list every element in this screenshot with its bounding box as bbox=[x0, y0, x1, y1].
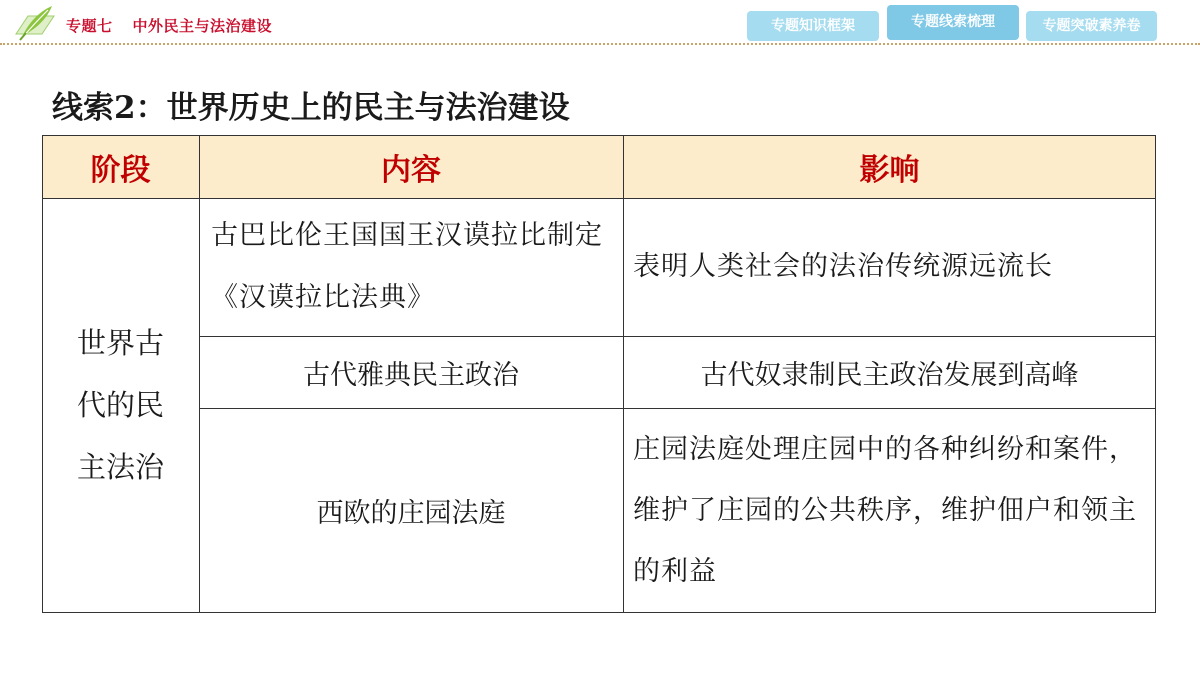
column-divider-1 bbox=[199, 135, 200, 612]
table-header-divider bbox=[42, 198, 1156, 199]
header-divider bbox=[0, 43, 1200, 45]
header-content: 内容 bbox=[199, 135, 623, 198]
row-divider-1 bbox=[199, 336, 1156, 337]
stage-cell: 世界古代的民主法治 bbox=[76, 326, 164, 484]
row1-content: 古巴比伦王国国王汉谟拉比制定《汉谟拉比法典》 bbox=[211, 220, 603, 313]
row2-impact: 古代奴隶制民主政治发展到高峰 bbox=[700, 359, 1079, 391]
row2-content: 古代雅典民主政治 bbox=[303, 359, 519, 391]
table-border-bottom bbox=[42, 612, 1156, 613]
table-border-left bbox=[42, 135, 43, 612]
topic-label: 专题七 bbox=[66, 17, 113, 35]
header-impact: 影响 bbox=[623, 135, 1156, 198]
row-divider-2 bbox=[199, 408, 1156, 409]
table-border-top bbox=[42, 135, 1156, 136]
header-stage: 阶段 bbox=[42, 135, 199, 198]
nav-knowledge-framework-button[interactable]: 专题知识框架 bbox=[747, 11, 879, 41]
row1-impact: 表明人类社会的法治传统源远流长 bbox=[633, 251, 1053, 282]
row3-impact: 庄园法庭处理庄园中的各种纠纷和案件，维护了庄园的公共秩序，维护佃户和领主的利益 bbox=[633, 433, 1137, 587]
section-title: 线索2：世界历史上的民主与法治建设 bbox=[52, 90, 570, 126]
table-border-right bbox=[1155, 135, 1156, 612]
nav-breakthrough-button[interactable]: 专题突破素养卷 bbox=[1026, 11, 1157, 41]
row3-content: 西欧的庄园法庭 bbox=[316, 497, 506, 529]
quill-logo-icon bbox=[14, 4, 56, 42]
nav-clue-sorting-button[interactable]: 专题线索梳理 bbox=[887, 5, 1019, 40]
top-header bbox=[0, 0, 1200, 46]
column-divider-2 bbox=[623, 135, 624, 612]
topic-subtitle: 中外民主与法治建设 bbox=[132, 17, 273, 35]
header-title bbox=[66, 15, 272, 36]
